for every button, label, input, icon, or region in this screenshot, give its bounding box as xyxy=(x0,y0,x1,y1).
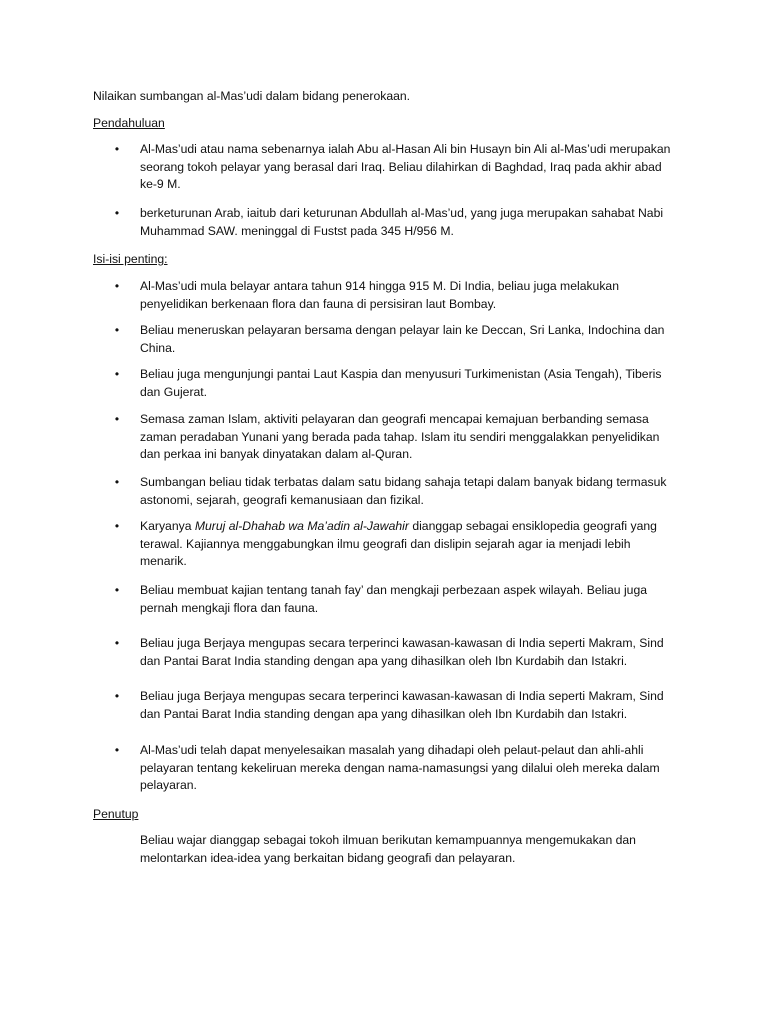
list-item-text: Al-Mas’udi atau nama sebenarnya ialah Abu al-Hasan Ali bin Husayn bin Ali al-Mas’udi merupakan seorang tokoh pelayar yang berasal dari Iraq. Beliau dilahirkan di Baghdad, Iraq pada akhir abad ke-9 M. xyxy=(140,142,671,192)
point-list-item xyxy=(114,411,680,464)
list-item-text: berketurunan Arab, iaitub dari keturunan Abdullah al-Mas’ud, yang juga merupakan sahabat Nabi Muhammad SAW. meninggal di Fustst pada 345 H/956 M. xyxy=(140,206,664,238)
bullet-icon: • xyxy=(114,206,120,220)
list-item-text: Al-Mas’udi telah dapat menyelesaikan masalah yang dihadapi oleh pelaut-pelaut dan ahli-ahli pelayaran tentang kekeliruan mereka dengan nama-namasungsi yang dilalui oleh mereka dalam pelayaran. xyxy=(140,743,660,793)
bullet-icon: • xyxy=(114,279,120,293)
list-item-text: Beliau meneruskan pelayaran bersama dengan pelayar lain ke Deccan, Sri Lanka, Indochina dan China. xyxy=(140,323,665,355)
intro-list-item xyxy=(114,141,680,194)
intro-list-item xyxy=(114,205,680,240)
bullet-icon: • xyxy=(114,367,120,381)
bullet-icon: • xyxy=(114,323,120,337)
bullet-icon: • xyxy=(114,519,120,533)
list-item-text: Sumbangan beliau tidak terbatas dalam satu bidang sahaja tetapi dalam banyak bidang termasuk astonomi, sejarah, geografi kemanusiaan dan fizikal. xyxy=(140,475,667,507)
list-item-text: Beliau juga Berjaya mengupas secara terperinci kawasan-kawasan di India seperti Makram, Sind dan Pantai Barat India standing dengan apa yang dihasilkan oleh Ibn Kurdabih dan Istakri. xyxy=(140,689,664,721)
point-list-item xyxy=(114,688,680,723)
point-list-item xyxy=(114,474,680,509)
book-title-italic: Muruj al-Dhahab wa Ma’adin al-Jawahir xyxy=(194,519,409,533)
list-item-text: Al-Mas’udi mula belayar antara tahun 914 hingga 915 M. Di India, beliau juga melakukan penyelidikan berkenaan flora dan fauna di persisiran laut Bombay. xyxy=(140,279,619,311)
heading-pendahuluan: Pendahuluan xyxy=(93,116,165,130)
point-list-item xyxy=(114,518,680,571)
bullet-icon: • xyxy=(114,743,120,757)
bullet-icon: • xyxy=(114,142,120,156)
heading-isi-isi-penting: Isi-isi penting: xyxy=(93,252,168,266)
list-item-text: Semasa zaman Islam, aktiviti pelayaran dan geografi mencapai kemajuan berbanding semasa zaman peradaban Yunani yang berada pada tahap. Islam itu sendiri menggalakkan penyelidikan dan perkaa ini banyak dinyatakan dalam al-Quran. xyxy=(140,412,660,462)
point-list-item xyxy=(114,366,680,401)
bullet-icon: • xyxy=(114,475,120,489)
bullet-icon: • xyxy=(114,689,120,703)
closing-paragraph: Beliau wajar dianggap sebagai tokoh ilmuan berikutan kemampuannya mengemukakan dan melontarkan idea-idea yang berkaitan bidang geografi dan pelayaran. xyxy=(140,833,636,865)
list-item-text-suffix: dianggap sebagai ensiklopedia geografi yang terawal. Kajiannya menggabungkan ilmu geografi dan dislipin sejarah agar ia menjadi lebih menarik. xyxy=(140,519,657,569)
point-list-item xyxy=(114,635,680,670)
bullet-icon: • xyxy=(114,636,120,650)
heading-penutup: Penutup xyxy=(93,807,139,821)
list-item-text: Beliau juga mengunjungi pantai Laut Kaspia dan menyusuri Turkimenistan (Asia Tengah), Tiberis dan Gujerat. xyxy=(140,367,662,399)
point-list-item xyxy=(114,278,680,313)
point-list-item xyxy=(114,582,680,617)
list-item-text: Beliau juga Berjaya mengupas secara terperinci kawasan-kawasan di India seperti Makram, Sind dan Pantai Barat India standing dengan apa yang dihasilkan oleh Ibn Kurdabih dan Istakri. xyxy=(140,636,664,668)
bullet-icon: • xyxy=(114,412,120,426)
question-title: Nilaikan sumbangan al-Mas’udi dalam bidang penerokaan. xyxy=(93,89,411,103)
list-item-text: Beliau membuat kajian tentang tanah fay’ dan mengkaji perbezaan aspek wilayah. Beliau juga pernah mengkaji flora dan fauna. xyxy=(140,583,648,615)
bullet-icon: • xyxy=(114,583,120,597)
point-list-item xyxy=(114,742,680,795)
point-list-item xyxy=(114,322,680,357)
list-item-text-prefix: Karyanya xyxy=(140,519,195,533)
